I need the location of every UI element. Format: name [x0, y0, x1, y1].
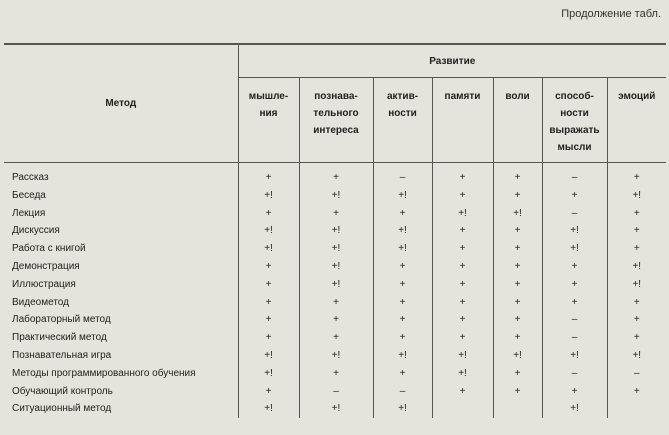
- rating-cell: –: [542, 163, 607, 187]
- rating-cell: +: [432, 294, 493, 312]
- methods-development-table: [4, 43, 666, 418]
- rating-cell: +: [493, 222, 542, 240]
- table-row: [4, 400, 666, 418]
- rating-cell: +: [373, 276, 432, 294]
- rating-cell: +!: [542, 400, 607, 418]
- rating-cell: +!: [238, 240, 299, 258]
- rating-cell: –: [542, 329, 607, 347]
- rating-cell: –: [542, 311, 607, 329]
- table-row: [4, 311, 666, 329]
- development-column-header: памяти: [432, 78, 493, 163]
- rating-cell: +: [238, 329, 299, 347]
- rating-cell: +!: [299, 240, 373, 258]
- table-row: [4, 347, 666, 365]
- method-name-cell: Лабораторный метод: [4, 311, 238, 329]
- rating-cell: +!: [299, 276, 373, 294]
- rating-cell: +: [542, 294, 607, 312]
- rating-cell: +: [542, 187, 607, 205]
- rating-cell: +: [633, 385, 640, 397]
- rating-cell: [607, 400, 666, 418]
- table-row: [4, 240, 666, 258]
- rating-cell: +: [299, 294, 373, 312]
- rating-cell: +: [493, 294, 542, 312]
- rating-cell: +: [432, 383, 493, 401]
- rating-cell: +: [432, 258, 493, 276]
- rating-cell: +!: [632, 278, 642, 290]
- table-row: [4, 329, 666, 347]
- rating-cell: +: [432, 187, 493, 205]
- rating-cell: [493, 400, 542, 418]
- rating-cell: +!: [299, 187, 373, 205]
- rating-cell: +!: [299, 258, 373, 276]
- development-column-header: актив- ности: [373, 78, 432, 163]
- rating-cell: +: [493, 163, 542, 187]
- rating-cell: +!: [432, 347, 493, 365]
- rating-cell: +: [299, 329, 373, 347]
- rating-cell: [432, 400, 493, 418]
- rating-cell: –: [633, 367, 640, 379]
- method-name-cell: Рассказ: [4, 163, 238, 187]
- development-column-header: мышле- ния: [238, 78, 299, 163]
- method-name-cell: Обучающий контроль: [4, 383, 238, 401]
- rating-cell: +: [373, 294, 432, 312]
- rating-cell: +: [432, 311, 493, 329]
- rating-cell: +: [493, 329, 542, 347]
- table-body: [4, 44, 666, 418]
- rating-cell: +: [493, 365, 542, 383]
- rating-cell: +!: [238, 187, 299, 205]
- rating-cell: +!: [299, 400, 373, 418]
- rating-cell: +!: [632, 349, 642, 361]
- rating-cell: +!: [632, 189, 642, 201]
- rating-cell: +: [238, 205, 299, 223]
- rating-cell: +: [633, 225, 640, 237]
- rating-cell: –: [373, 163, 432, 187]
- rating-cell: +: [238, 276, 299, 294]
- table-row: [4, 205, 666, 223]
- method-name-cell: Демонстрация: [4, 258, 238, 276]
- rating-cell: –: [373, 383, 432, 401]
- rating-cell: +!: [542, 347, 607, 365]
- rating-cell: +!: [632, 260, 642, 272]
- rating-cell: +: [373, 311, 432, 329]
- header-row-top: [4, 44, 666, 78]
- rating-cell: +: [493, 311, 542, 329]
- rating-cell: +: [238, 258, 299, 276]
- method-name-cell: Беседа: [4, 187, 238, 205]
- development-column-header: способ- ности выражать мысли: [542, 78, 607, 163]
- rating-cell: +: [633, 296, 640, 308]
- table-row: [4, 222, 666, 240]
- rating-cell: +: [633, 207, 640, 219]
- rating-cell: +: [432, 163, 493, 187]
- table-row: [4, 258, 666, 276]
- method-name-cell: Практический метод: [4, 329, 238, 347]
- table-row: [4, 365, 666, 383]
- rating-cell: +: [542, 383, 607, 401]
- rating-cell: +: [238, 383, 299, 401]
- method-name-cell: Работа с книгой: [4, 240, 238, 258]
- rating-cell: +: [299, 205, 373, 223]
- rating-cell: +: [373, 329, 432, 347]
- rating-cell: +: [238, 163, 299, 187]
- rating-cell: +!: [373, 187, 432, 205]
- rating-cell: +: [299, 365, 373, 383]
- rating-cell: +!: [493, 205, 542, 223]
- rating-cell: +: [238, 294, 299, 312]
- rating-cell: –: [542, 205, 607, 223]
- rating-cell: +: [238, 311, 299, 329]
- rating-cell: +: [432, 276, 493, 294]
- rating-cell: +: [542, 258, 607, 276]
- rating-cell: +!: [299, 347, 373, 365]
- rating-cell: +: [493, 258, 542, 276]
- method-name-cell: Лекция: [4, 205, 238, 223]
- rating-cell: +!: [432, 365, 493, 383]
- rating-cell: +: [299, 163, 373, 187]
- rating-cell: +: [373, 365, 432, 383]
- rating-cell: +: [373, 258, 432, 276]
- rating-cell: +!: [238, 222, 299, 240]
- method-name-cell: Дискуссия: [4, 222, 238, 240]
- method-column-header: Метод: [4, 44, 238, 163]
- table-row: [4, 163, 666, 187]
- rating-cell: +!: [493, 347, 542, 365]
- rating-cell: +: [373, 205, 432, 223]
- rating-cell: +!: [373, 240, 432, 258]
- rating-cell: +!: [432, 205, 493, 223]
- method-name-cell: Иллюстрация: [4, 276, 238, 294]
- rating-cell: +: [542, 276, 607, 294]
- method-name-cell: Познавательная игра: [4, 347, 238, 365]
- method-name-cell: Методы программированного обучения: [4, 365, 238, 383]
- table-continuation-caption: Продолжение табл.: [561, 8, 661, 20]
- rating-cell: +!: [238, 400, 299, 418]
- rating-cell: +: [493, 383, 542, 401]
- rating-cell: +: [493, 276, 542, 294]
- rating-cell: +: [633, 332, 640, 344]
- table-row: [4, 276, 666, 294]
- rating-cell: +: [633, 243, 640, 255]
- rating-cell: +!: [373, 347, 432, 365]
- development-column-header: воли: [493, 78, 542, 163]
- rating-cell: +: [493, 187, 542, 205]
- rating-cell: +!: [238, 365, 299, 383]
- rating-cell: –: [299, 383, 373, 401]
- table-row: [4, 383, 666, 401]
- rating-cell: –: [542, 365, 607, 383]
- method-name-cell: Видеометод: [4, 294, 238, 312]
- rating-cell: +: [299, 311, 373, 329]
- rating-cell: +: [633, 314, 640, 326]
- method-name-cell: Ситуационный метод: [4, 400, 238, 418]
- rating-cell: +!: [238, 347, 299, 365]
- table-row: [4, 187, 666, 205]
- development-group-header: Развитие: [238, 44, 666, 78]
- development-column-header: познава- тельного интереса: [299, 78, 373, 163]
- table-row: [4, 294, 666, 312]
- rating-cell: +: [432, 329, 493, 347]
- rating-cell: +: [432, 222, 493, 240]
- rating-cell: +!: [373, 222, 432, 240]
- rating-cell: +!: [542, 240, 607, 258]
- rating-cell: +!: [299, 222, 373, 240]
- development-column-header: эмоций: [607, 78, 666, 163]
- rating-cell: +!: [373, 400, 432, 418]
- rating-cell: +: [432, 240, 493, 258]
- rating-cell: +: [633, 172, 640, 183]
- rating-cell: +: [493, 240, 542, 258]
- rating-cell: +!: [542, 222, 607, 240]
